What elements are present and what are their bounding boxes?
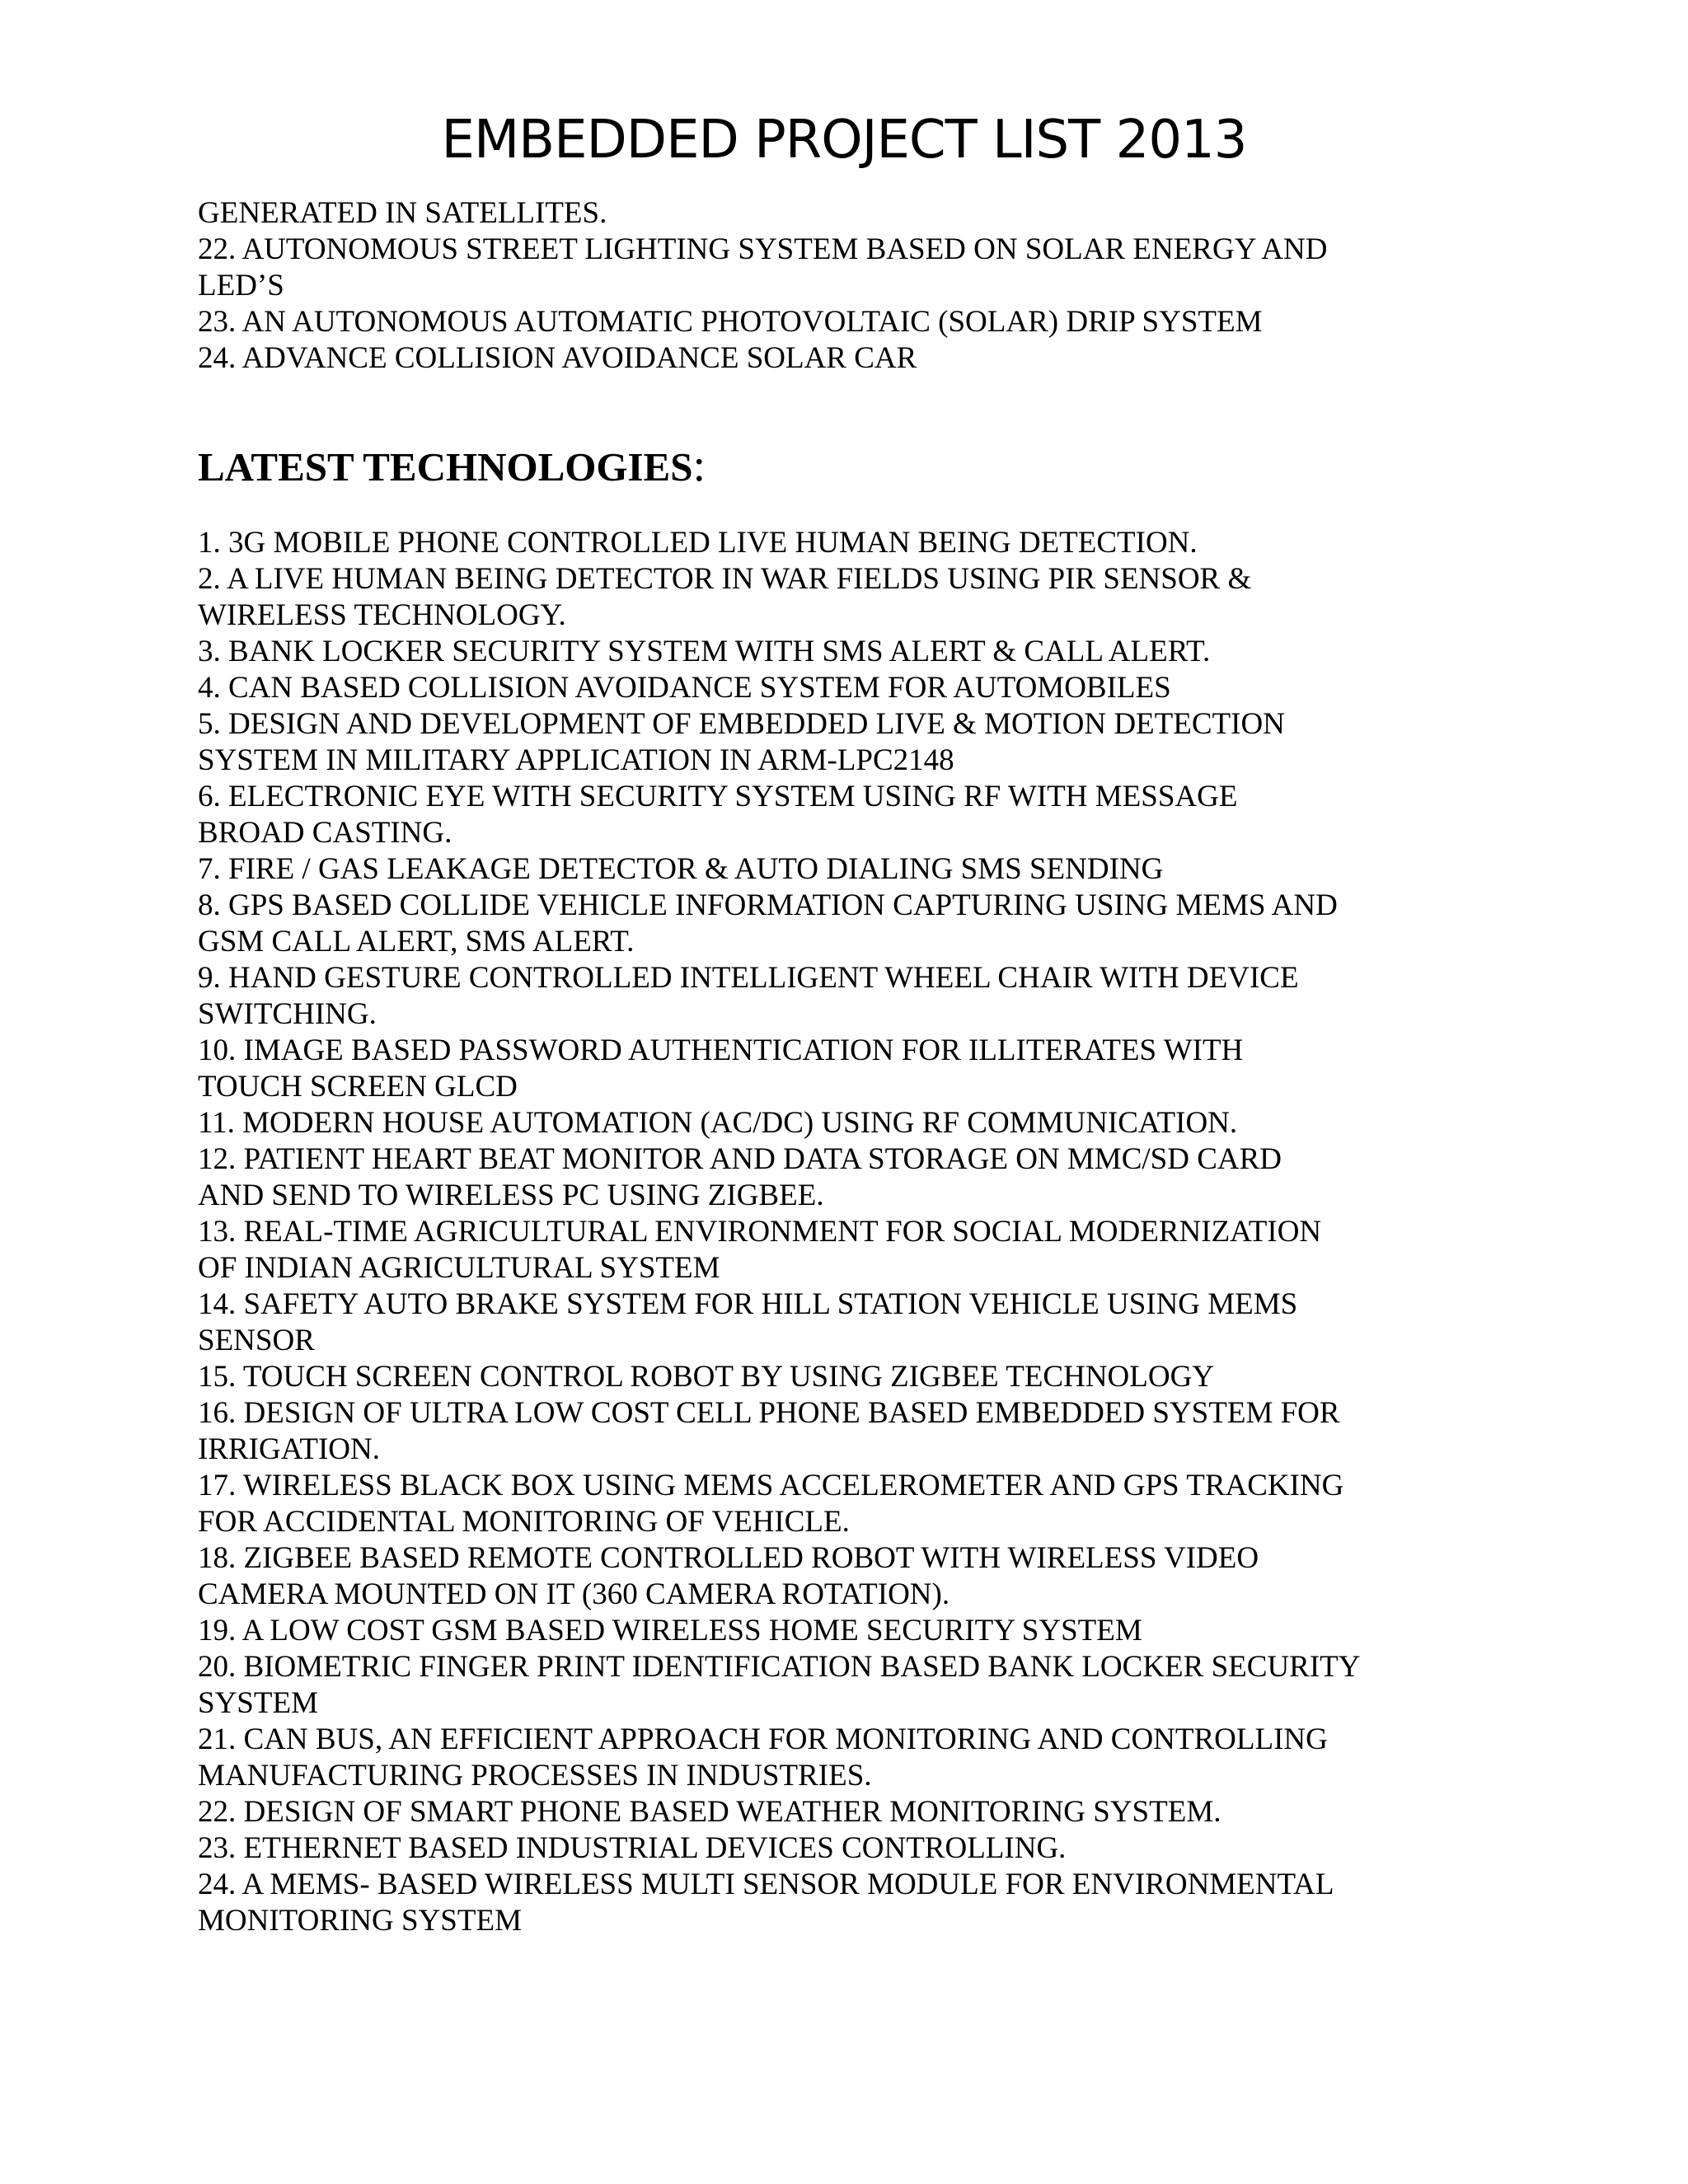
list-line: 19. A LOW COST GSM BASED WIRELESS HOME SECURITY SYSTEM [198,1614,1142,1647]
list-line: 4. CAN BASED COLLISION AVOIDANCE SYSTEM FOR AUTOMOBILES [198,671,1171,705]
list-line: 17. WIRELESS BLACK BOX USING MEMS ACCELEROMETER AND GPS TRACKING [198,1469,1344,1502]
list-line: SWITCHING. [198,997,377,1031]
list-line: SENSOR [198,1324,315,1357]
list-line: 23. AN AUTONOMOUS AUTOMATIC PHOTOVOLTAIC (SOLAR) DRIP SYSTEM [198,305,1263,339]
list-line: SYSTEM [198,1686,318,1720]
list-line: 22. AUTONOMOUS STREET LIGHTING SYSTEM BASED ON SOLAR ENERGY AND [198,232,1328,266]
list-line: 24. A MEMS- BASED WIRELESS MULTI SENSOR MODULE FOR ENVIRONMENTAL [198,1868,1334,1901]
document-body [198,195,1451,1939]
list-line: 10. IMAGE BASED PASSWORD AUTHENTICATION FOR ILLITERATES WITH [198,1033,1244,1067]
list-line: 16. DESIGN OF ULTRA LOW COST CELL PHONE BASED EMBEDDED SYSTEM FOR [198,1396,1340,1430]
list-line: MONITORING SYSTEM [198,1904,522,1938]
section-heading-text: LATEST TECHNOLOGIES [198,444,693,490]
continued-list [198,195,1451,377]
list-line: 7. FIRE / GAS LEAKAGE DETECTOR & AUTO DIALING SMS SENDING [198,852,1164,886]
list-line: 21. CAN BUS, AN EFFICIENT APPROACH FOR MONITORING AND CONTROLLING [198,1722,1328,1756]
list-line: 3. BANK LOCKER SECURITY SYSTEM WITH SMS ALERT & CALL ALERT. [198,635,1211,668]
list-line: MANUFACTURING PROCESSES IN INDUSTRIES. [198,1759,872,1793]
section-heading-colon: : [692,440,706,491]
list-line: 23. ETHERNET BASED INDUSTRIAL DEVICES CONTROLLING. [198,1831,1067,1865]
spacer [198,377,1451,441]
list-line: AND SEND TO WIRELESS PC USING ZIGBEE. [198,1179,824,1212]
list-line: GENERATED IN SATELLITES. [198,196,607,230]
list-line: BROAD CASTING. [198,816,452,850]
list-line: 11. MODERN HOUSE AUTOMATION (AC/DC) USING RF COMMUNICATION. [198,1106,1238,1140]
list-line: 24. ADVANCE COLLISION AVOIDANCE SOLAR CAR [198,341,917,375]
list-line: 13. REAL-TIME AGRICULTURAL ENVIRONMENT FOR SOCIAL MODERNIZATION [198,1215,1322,1249]
list-line: SYSTEM IN MILITARY APPLICATION IN ARM-LPC2148 [198,743,954,777]
list-line: 1. 3G MOBILE PHONE CONTROLLED LIVE HUMAN BEING DETECTION. [198,526,1198,560]
list-line: 6. ELECTRONIC EYE WITH SECURITY SYSTEM USING RF WITH MESSAGE [198,780,1238,813]
list-line: WIRELESS TECHNOLOGY. [198,598,566,632]
list-line: OF INDIAN AGRICULTURAL SYSTEM [198,1251,720,1285]
list-line: 20. BIOMETRIC FINGER PRINT IDENTIFICATION BASED BANK LOCKER SECURITY [198,1650,1361,1684]
list-line: 14. SAFETY AUTO BRAKE SYSTEM FOR HILL STATION VEHICLE USING MEMS [198,1287,1298,1321]
list-line: 22. DESIGN OF SMART PHONE BASED WEATHER MONITORING SYSTEM. [198,1795,1221,1829]
list-line: IRRIGATION. [198,1432,380,1466]
list-line: CAMERA MOUNTED ON IT (360 CAMERA ROTATION). [198,1577,950,1611]
list-line: GSM CALL ALERT, SMS ALERT. [198,925,635,958]
section-heading [198,441,1451,492]
list-line: FOR ACCIDENTAL MONITORING OF VEHICLE. [198,1505,850,1539]
spacer [198,492,1451,525]
list-line: LED’S [198,269,284,302]
list-line: 18. ZIGBEE BASED REMOTE CONTROLLED ROBOT WITH WIRELESS VIDEO [198,1541,1259,1575]
list-line: 2. A LIVE HUMAN BEING DETECTOR IN WAR FIELDS USING PIR SENSOR & [198,562,1252,596]
technology-list [198,525,1451,1939]
list-line: 12. PATIENT HEART BEAT MONITOR AND DATA STORAGE ON MMC/SD CARD [198,1142,1282,1176]
list-line: 9. HAND GESTURE CONTROLLED INTELLIGENT WHEEL CHAIR WITH DEVICE [198,961,1299,995]
list-line: TOUCH SCREEN GLCD [198,1070,518,1104]
page-title: EMBEDDED PROJECT LIST 2013 [441,110,1247,171]
list-line: 8. GPS BASED COLLIDE VEHICLE INFORMATION CAPTURING USING MEMS AND [198,888,1338,922]
list-line: 15. TOUCH SCREEN CONTROL ROBOT BY USING ZIGBEE TECHNOLOGY [198,1360,1215,1394]
list-line: 5. DESIGN AND DEVELOPMENT OF EMBEDDED LIVE & MOTION DETECTION [198,707,1285,741]
